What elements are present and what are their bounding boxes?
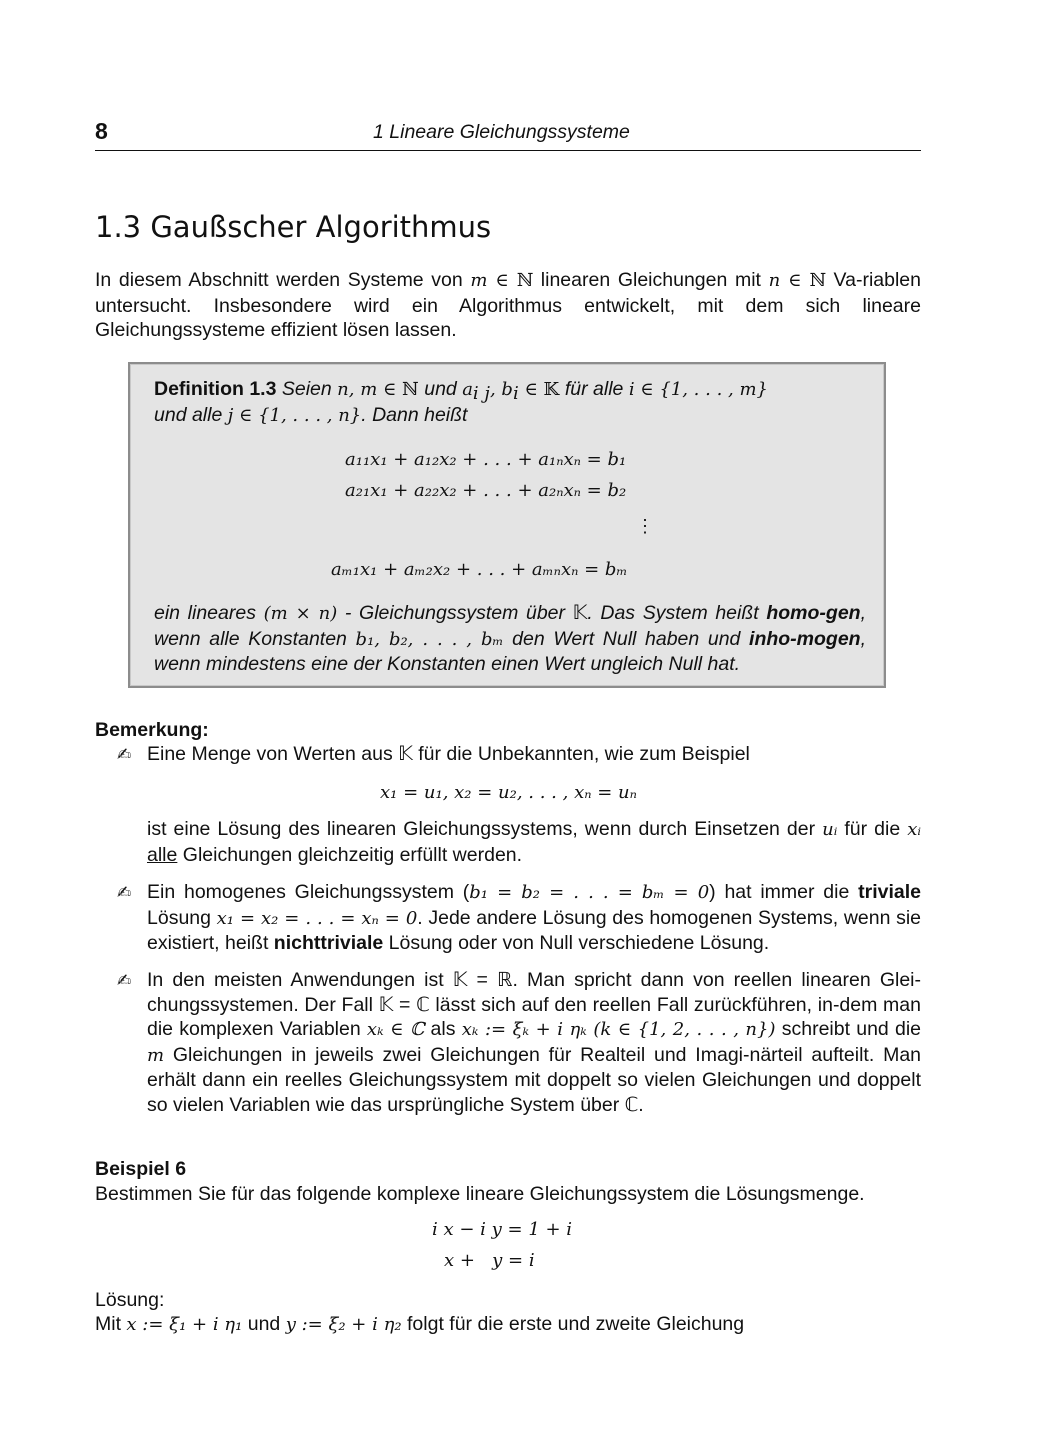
section-title: 1.3 Gaußscher Algorithmus	[95, 210, 492, 244]
solution-text: Mit x := ξ₁ + i η₁ und y := ξ₂ + i η₂ folgt für die erste und zweite Gleichung	[95, 1313, 745, 1335]
writing-hand-icon: ✍	[117, 745, 132, 764]
example-equation-2: x + y = i	[444, 1250, 535, 1271]
page-header	[95, 118, 921, 151]
remark-item-1-continuation: ist eine Lösung des linearen Gleichungssystems, wenn durch Einsetzen der uᵢ für die xᵢ alle Gleichungen gleichzeitig erfüllt werden.	[147, 818, 922, 866]
remark-item-2-text: Ein homogenes Gleichungssystem (b₁ = b₂ = . . . = bₘ = 0) hat immer die triviale Lösung x₁ = x₂ = . . . = xₙ = 0. Jede andere Lösung des homogenen Systems, wenn sie existiert, heißt nichttriviale Lösung oder von Null verschiedene Lösung.	[147, 881, 922, 954]
writing-hand-icon: ✍	[117, 883, 132, 902]
equation-row-m: aₘ₁x₁ + aₘ₂x₂ + . . . + aₘₙxₙ = bₘ	[331, 559, 628, 580]
emphasis-alle: alle	[147, 843, 178, 866]
definition-tail: ein lineares (m × n) - Gleichungssystem über 𝕂. Das System heißt homo-gen, wenn alle Konstanten b₁, b₂, . . . , bₘ den Wert Null haben und inho-mogen, wenn mindestens eine der Konstanten einen Wert ungleich Null hat.	[154, 602, 867, 675]
writing-hand-icon: ✍	[117, 971, 132, 990]
remark-item-1-text: Eine Menge von Werten aus 𝕂 für die Unbekannten, wie zum Beispiel	[147, 743, 750, 765]
definition-label: Definition 1.3	[154, 378, 277, 400]
definition-line-2: und alle j ∈ {1, . . . , n}. Dann heißt	[154, 403, 468, 426]
remark-item-1-equation: x₁ = u₁, x₂ = u₂, . . . , xₙ = uₙ	[380, 782, 637, 803]
example-text: Bestimmen Sie für das folgende komplexe lineare Gleichungssystem die Lösungsmenge.	[95, 1183, 865, 1205]
running-head: 1 Lineare Gleichungssysteme	[373, 121, 630, 143]
example-title: Beispiel 6	[95, 1158, 187, 1180]
definition-text	[154, 377, 866, 428]
page-number: 8	[95, 118, 108, 144]
solution-label: Lösung:	[95, 1289, 165, 1311]
term-triviale: triviale	[858, 881, 921, 903]
remark-title: Bemerkung:	[95, 719, 209, 741]
equation-row-1: a₁₁x₁ + a₁₂x₂ + . . . + a₁ₙxₙ = b₁	[345, 449, 627, 470]
term-nichttriviale: nichttriviale	[273, 932, 384, 954]
equation-row-2: a₂₁x₁ + a₂₂x₂ + . . . + a₂ₙxₙ = b₂	[345, 480, 627, 501]
remark-item-3-text: In den meisten Anwendungen ist 𝕂 = ℝ. Man spricht dann von reellen linearen Glei-chungssystemen. Der Fall 𝕂 = ℂ lässt sich auf den reellen Fall zurückführen, in-dem man die komplexen Variablen xₖ ∈ ℂ als xₖ := ξₖ + i ηₖ (k ∈ {1, 2, . . . , n}) schreibt und die m Gleichungen in jeweils zwei Gleichungen für Realteil und Imagi-närteil aufteilt. Man erhält dann ein reelles Gleichungssystem mit doppelt so vielen Gleichungen und doppelt so vielen Variablen wie das ursprüngliche System über ℂ.	[147, 969, 922, 1116]
term-homogen: homo-gen	[766, 602, 861, 624]
term-inhomogen: inho-mogen	[749, 627, 861, 650]
definition-line-1: Definition 1.3 Seien n, m ∈ ℕ und $a_{i j}$, $b_i$ ∈ 𝕂 für alle i ∈ {1, . . . , m}	[154, 378, 768, 404]
example-equation-1: i x − i y = 1 + i	[432, 1219, 573, 1240]
definition-box	[128, 362, 886, 688]
equation-vdots: ⋮	[636, 516, 654, 537]
intro-paragraph: In diesem Abschnitt werden Systeme von m ∈ ℕ linearen Gleichungen mit n ∈ ℕ Va-riablen untersucht. Insbesondere wird ein Algorithmus entwickelt, mit dem sich lineare Gleichungssysteme effizient lösen lassen.	[95, 269, 921, 341]
